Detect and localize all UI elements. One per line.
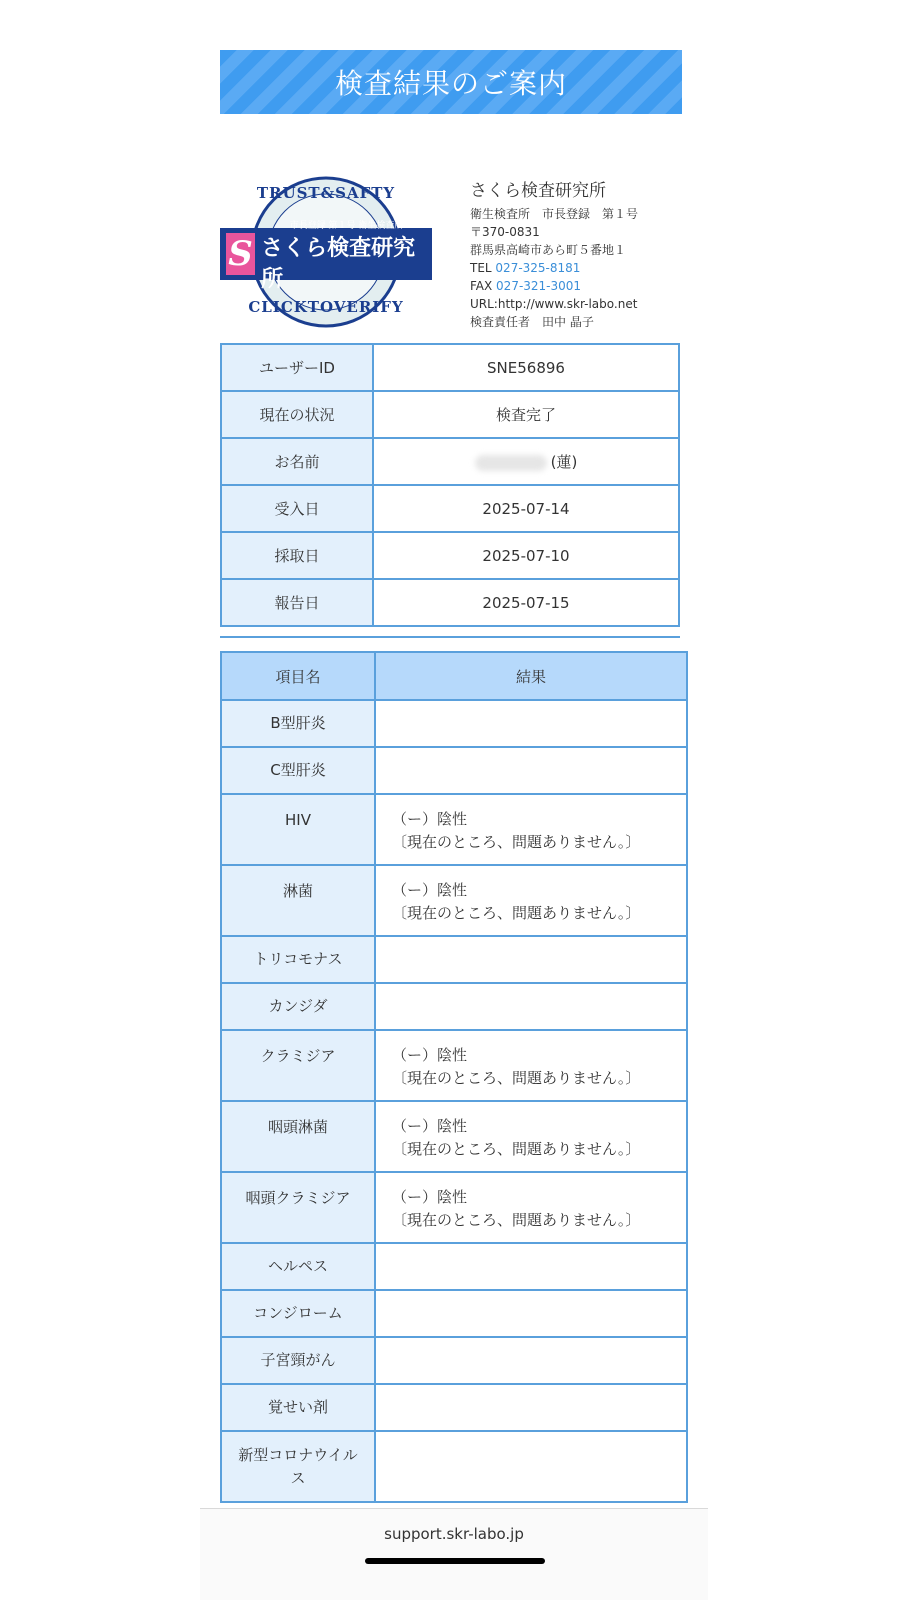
- info-label: 採取日: [221, 532, 373, 579]
- result-line: （ー）陰性: [392, 810, 468, 828]
- seal-bottom-text: CLICKTOVERIFY: [248, 298, 404, 316]
- test-result: [375, 747, 687, 794]
- browser-address-bar[interactable]: [200, 1508, 708, 1600]
- info-value: 2025-07-15: [373, 579, 679, 626]
- info-label: 現在の状況: [221, 391, 373, 438]
- lab-postal: 〒370-0831: [470, 225, 540, 239]
- info-value: 検査完了: [373, 391, 679, 438]
- table-row: [221, 1290, 687, 1337]
- test-name: 子宮頸がん: [221, 1337, 375, 1384]
- test-name: 覚せい剤: [221, 1384, 375, 1431]
- table-row: [221, 865, 687, 936]
- test-name: コンジローム: [221, 1290, 375, 1337]
- test-result: [375, 1172, 687, 1243]
- test-name: クラミジア: [221, 1030, 375, 1101]
- info-label: お名前: [221, 438, 373, 485]
- result-line: （ー）陰性: [392, 881, 468, 899]
- fax-label: FAX: [470, 279, 497, 293]
- test-result: [375, 1030, 687, 1101]
- test-result: [375, 1290, 687, 1337]
- test-result: [375, 936, 687, 983]
- lab-address: 群馬県高崎市あら町５番地１: [470, 243, 627, 257]
- info-value: 2025-07-14: [373, 485, 679, 532]
- table-row: [221, 1337, 687, 1384]
- info-row-report-date: [221, 579, 679, 626]
- lab-manager: 検査責任者 田中 晶子: [470, 315, 594, 329]
- table-row: [221, 747, 687, 794]
- table-row: [221, 1172, 687, 1243]
- info-label: ユーザーID: [221, 344, 373, 391]
- info-row-status: [221, 391, 679, 438]
- header-item-name: 項目名: [221, 652, 375, 700]
- section-divider: [220, 636, 680, 638]
- page-title: 検査結果のご案内: [220, 50, 682, 114]
- test-name: HIV: [221, 794, 375, 865]
- test-name: カンジダ: [221, 983, 375, 1030]
- result-note: 〔現在のところ、問題ありません。〕: [392, 833, 641, 851]
- result-note: 〔現在のところ、問題ありません。〕: [392, 1140, 641, 1158]
- result-note: 〔現在のところ、問題ありません。〕: [392, 1211, 641, 1229]
- table-row: [221, 700, 687, 747]
- logo-name: さくら検査研究所: [261, 235, 416, 292]
- test-result: [375, 1243, 687, 1290]
- test-result: [375, 794, 687, 865]
- logo-registration: 市長登録 第１号 衛生検査所: [289, 220, 404, 231]
- table-row: [221, 1243, 687, 1290]
- lab-name: さくら検査研究所: [470, 181, 606, 201]
- table-row: [221, 1431, 687, 1502]
- tel-label: TEL: [470, 261, 496, 275]
- lab-registration: 衛生検査所 市長登録 第１号: [470, 207, 639, 221]
- fax-link[interactable]: 027-321-3001: [496, 279, 582, 293]
- home-indicator[interactable]: [365, 1558, 545, 1564]
- table-row: [221, 794, 687, 865]
- info-row-collected-date: [221, 532, 679, 579]
- test-name: トリコモナス: [221, 936, 375, 983]
- table-row: [221, 1030, 687, 1101]
- table-row: [221, 1101, 687, 1172]
- info-label: 報告日: [221, 579, 373, 626]
- tel-link[interactable]: 027-325-8181: [495, 261, 581, 275]
- logo-band: [220, 220, 432, 292]
- lab-fax: [470, 277, 690, 295]
- test-name: 新型コロナウイルス: [221, 1431, 375, 1502]
- info-value: (蓮): [550, 453, 578, 471]
- lab-info: [470, 176, 690, 331]
- test-result: [375, 700, 687, 747]
- user-info-table: [220, 343, 680, 627]
- result-line: （ー）陰性: [392, 1046, 468, 1064]
- table-row: [221, 936, 687, 983]
- header-result: 結果: [375, 652, 687, 700]
- info-value-cell: [373, 438, 679, 485]
- test-name: B型肝炎: [221, 700, 375, 747]
- test-name: ヘルペス: [221, 1243, 375, 1290]
- address-url[interactable]: support.skr-labo.jp: [384, 1525, 524, 1543]
- info-row-received-date: [221, 485, 679, 532]
- test-name: C型肝炎: [221, 747, 375, 794]
- blurred-name: [475, 455, 547, 471]
- sakura-s-mark-icon: S: [226, 233, 255, 275]
- info-row-name: [221, 438, 679, 485]
- test-result: [375, 1384, 687, 1431]
- test-result: [375, 1101, 687, 1172]
- table-row: [221, 1384, 687, 1431]
- result-note: 〔現在のところ、問題ありません。〕: [392, 1069, 641, 1087]
- test-result: [375, 865, 687, 936]
- test-result: [375, 1337, 687, 1384]
- result-note: 〔現在のところ、問題ありません。〕: [392, 904, 641, 922]
- table-row: [221, 983, 687, 1030]
- test-name: 咽頭淋菌: [221, 1101, 375, 1172]
- info-value: 2025-07-10: [373, 532, 679, 579]
- results-table: [220, 651, 688, 1503]
- test-result: [375, 983, 687, 1030]
- results-header-row: [221, 652, 687, 700]
- info-value: SNE56896: [373, 344, 679, 391]
- lab-seal-logo[interactable]: [220, 176, 432, 328]
- info-label: 受入日: [221, 485, 373, 532]
- result-line: （ー）陰性: [392, 1117, 468, 1135]
- lab-tel: [470, 259, 690, 277]
- result-line: （ー）陰性: [392, 1188, 468, 1206]
- test-result: [375, 1431, 687, 1502]
- lab-url: URL:http://www.skr-labo.net: [470, 297, 638, 311]
- test-name: 咽頭クラミジア: [221, 1172, 375, 1243]
- seal-top-text: TRUST&SAFTY: [256, 184, 396, 202]
- test-name: 淋菌: [221, 865, 375, 936]
- info-row-user-id: [221, 344, 679, 391]
